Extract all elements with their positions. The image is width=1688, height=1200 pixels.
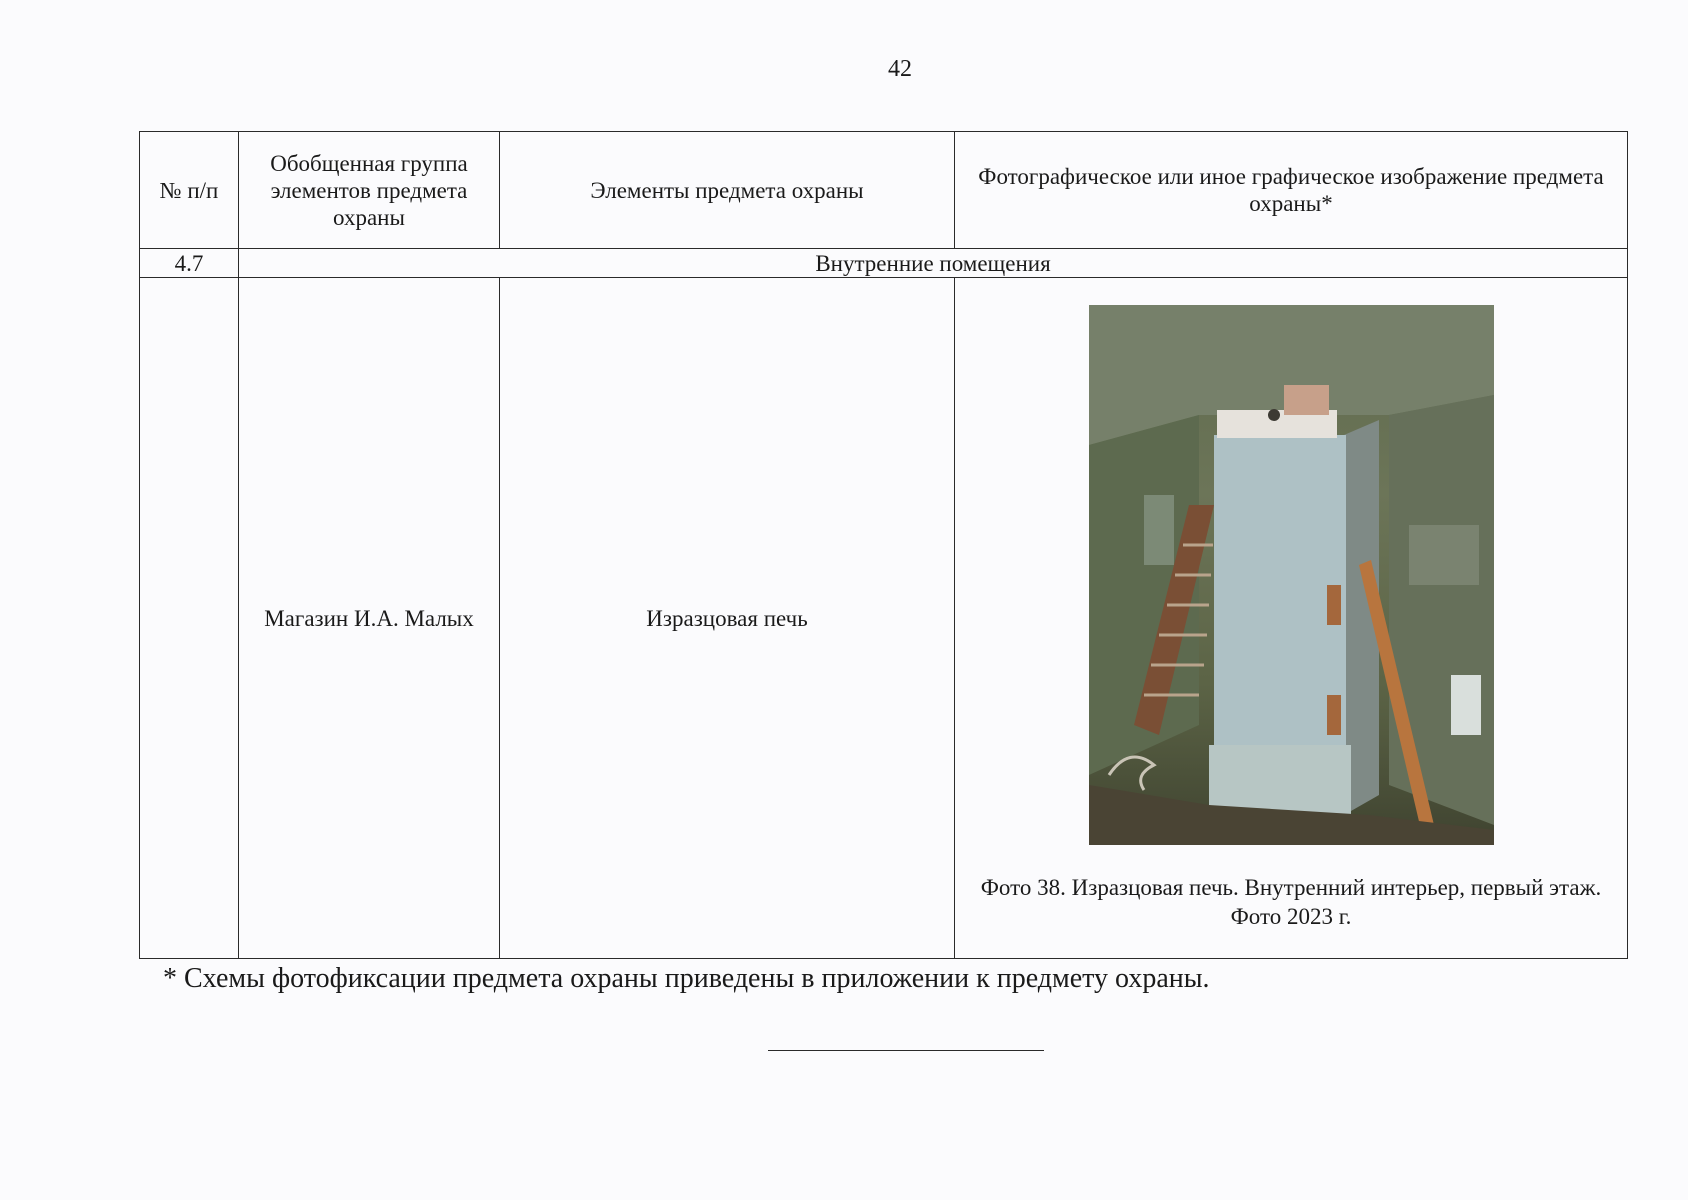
row-element: Изразцовая печь	[500, 278, 955, 959]
header-elements: Элементы предмета охраны	[500, 132, 955, 249]
section-num: 4.7	[140, 249, 239, 278]
header-group: Обобщенная группа элементов предмета охраны	[239, 132, 500, 249]
page-number: 42	[888, 56, 912, 82]
section-row	[140, 249, 1628, 278]
table-row	[140, 278, 1628, 959]
row-group: Магазин И.А. Малых	[239, 278, 500, 959]
photo-caption: Фото 38. Изразцовая печь. Внутренний интерьер, первый этаж. Фото 2023 г.	[980, 875, 1602, 929]
table-header-row	[140, 132, 1628, 249]
header-image: Фотографическое или иное графическое изображение предмета охраны*	[955, 132, 1628, 249]
stove-photo	[1089, 305, 1494, 845]
row-num	[140, 278, 239, 959]
footnote: * Схемы фотофиксации предмета охраны приведены в приложении к предмету охраны.	[163, 963, 1210, 994]
section-title: Внутренние помещения	[239, 249, 1628, 278]
end-rule	[768, 1050, 1044, 1051]
protection-table	[139, 131, 1628, 959]
row-image-cell	[955, 278, 1628, 959]
header-num: № п/п	[140, 132, 239, 249]
stove-photo-drawing	[1089, 305, 1494, 845]
